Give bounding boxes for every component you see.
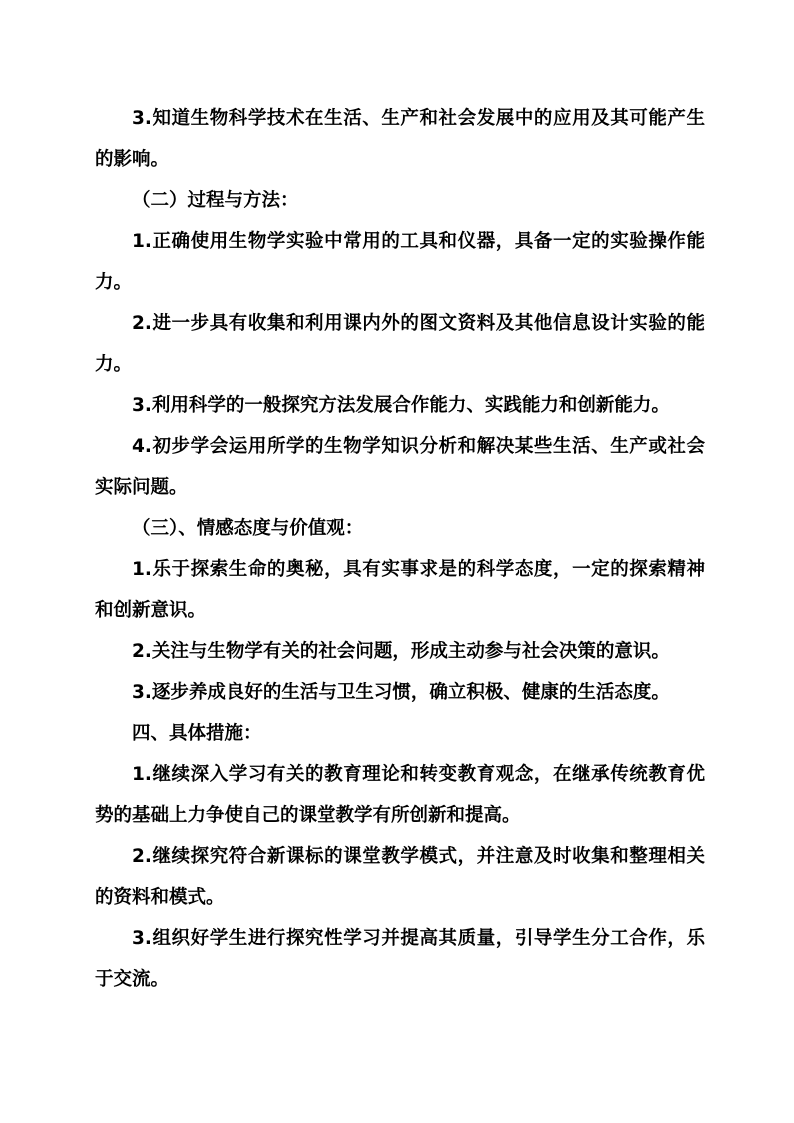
section-2-heading: （二）过程与方法： [132, 190, 299, 211]
measure-item-3: 3.组织好学生进行探究性学习并提高其质量，引导学生分工合作，乐于交流。 [95, 928, 705, 990]
process-item-2: 2.进一步具有收集和利用课内外的图文资料及其他信息设计实验的能力。 [95, 313, 705, 375]
process-item-3: 3.利用科学的一般探究方法发展合作能力、实践能力和创新能力。 [132, 395, 670, 416]
knowledge-item-3: 3.知道生物科学技术在生活、生产和社会发展中的应用及其可能产生的影响。 [95, 108, 705, 170]
section-4-heading: 四、具体措施： [132, 723, 262, 744]
document-body [95, 98, 705, 1000]
section-3-heading: （三）、情感态度与价值观： [132, 518, 364, 539]
attitude-item-2: 2.关注与生物学有关的社会问题，形成主动参与社会决策的意识。 [132, 641, 670, 662]
attitude-item-1: 1.乐于探索生命的奥秘，具有实事求是的科学态度，一定的探索精神和创新意识。 [95, 559, 705, 621]
process-item-4: 4.初步学会运用所学的生物学知识分析和解决某些生活、生产或社会实际问题。 [95, 436, 705, 498]
process-item-1: 1.正确使用生物学实验中常用的工具和仪器，具备一定的实验操作能力。 [95, 231, 705, 293]
measure-item-1: 1.继续深入学习有关的教育理论和转变教育观念，在继承传统教育优势的基础上力争使自己的课堂教学有所创新和提高。 [95, 764, 705, 826]
measure-item-2: 2.继续探究符合新课标的课堂教学模式，并注意及时收集和整理相关的资料和模式。 [95, 846, 705, 908]
attitude-item-3: 3.逐步养成良好的生活与卫生习惯，确立积极、健康的生活态度。 [132, 682, 670, 703]
